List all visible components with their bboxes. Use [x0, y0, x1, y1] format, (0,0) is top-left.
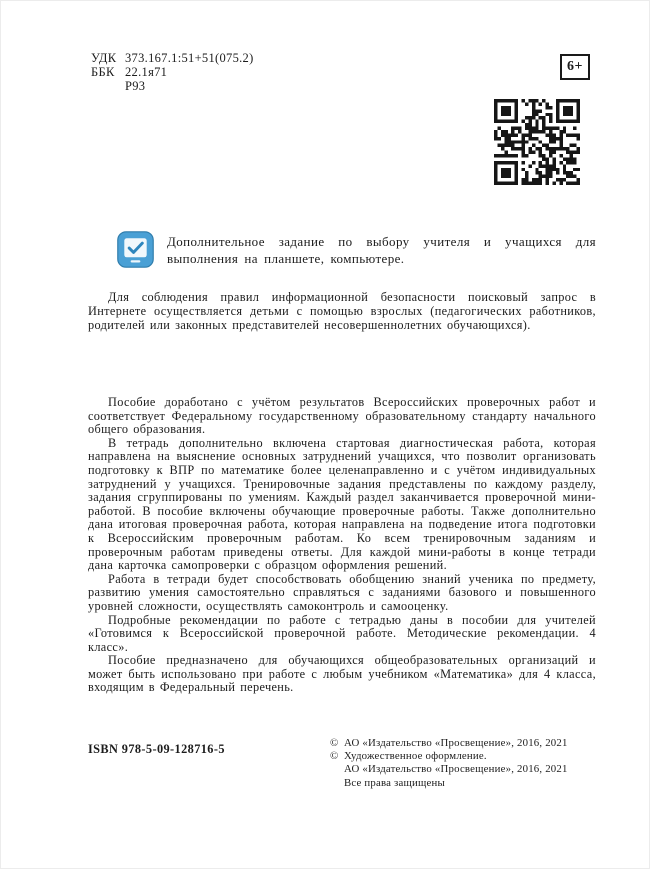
bib-spacer [91, 79, 125, 93]
isbn: ISBN 978-5-09-128716-5 [88, 742, 225, 756]
copyright-mark [330, 777, 344, 790]
copyright-mark: © [330, 737, 339, 749]
annotation-block [88, 396, 596, 695]
copyright-line [330, 777, 568, 790]
tablet-note [117, 231, 596, 268]
bibliographic-codes [91, 51, 254, 94]
copyright-line [330, 763, 568, 776]
udk-label: УДК [91, 51, 117, 65]
safety-note: Для соблюдения правил информационной безопасности поисковый запрос в Интернете осуществляется детьми с помощью взрослых (педагогических работников, родителей или законных представителей несовершеннолетних обучающихся). [88, 290, 596, 332]
age-rating-badge: 6+ [560, 54, 590, 80]
annotation-paragraph: В тетрадь дополнительно включена стартовая диагностическая работа, которая направлена на выяснение основных затруднений учащихся, что позволит организовать подготовку к ВПР по математике более целенаправленно и с учётом индивидуальных затруднений у учащихся. Тренировочные задания представлены по каждому разделу, задания сгруппированы по умениям. Каждый раздел заканчивается проверочной мини-работой. В пособие включены обучающие проверочные работы. Также дополнительно дана итоговая проверочная работа, которая направлена на подведение итога подготовки к Всероссийским проверочным работам. Ко всем тренировочным заданиям и проверочным работам приведены ответы. Для каждой мини-работы в конце тетради дана карточка самопроверки с образцом оформления решений. [88, 435, 596, 573]
bbk-label: ББК [91, 65, 115, 80]
copyright-line [330, 750, 568, 763]
copyright-mark: © [330, 750, 339, 763]
annotation-paragraph: Пособие предназначено для обучающихся общеобразовательных организаций и может быть использовано при работе с любым учебником «Математика» для 4 класса, входящим в Федеральный перечень. [88, 653, 596, 695]
author-sign: Р93 [125, 79, 146, 94]
copyright-text: АО «Издательство «Просвещение», 2016, 2021 [344, 763, 568, 776]
annotation-paragraph: Подробные рекомендации по работе с тетрадью даны в пособии для учителей «Готовимся к Всероссийской проверочной работе. Методические рекомендации. 4 класс». [88, 612, 596, 654]
copyright-text: Все права защищены [344, 776, 445, 789]
tablet-icon [117, 231, 154, 268]
copyright-text: Художественное оформление. [344, 750, 487, 763]
bbk-value: 22.1я71 [125, 65, 168, 80]
copyright-block [330, 737, 568, 790]
udk-value: 373.167.1:51+51(075.2) [125, 51, 254, 65]
copyright-mark [330, 763, 344, 776]
tablet-note-text: Дополнительное задание по выбору учителя и учащихся для выполнения на планшете, компьютере. [167, 234, 596, 266]
copyright-text: АО «Издательство «Просвещение», 2016, 2021 [344, 737, 568, 749]
qr-code [494, 99, 580, 185]
copyright-line [330, 737, 568, 750]
annotation-paragraph: Пособие доработано с учётом результатов Всероссийских проверочных работ и соответствует Федеральному государственному образовательному стандарту начального общего образования. [88, 395, 596, 437]
annotation-paragraph: Работа в тетради будет способствовать обобщению знаний ученика по предмету, развитию умения самостоятельно справляться с заданиями базового и повышенного уровней сложности, осуществлять самоконтроль и самооценку. [88, 571, 596, 613]
